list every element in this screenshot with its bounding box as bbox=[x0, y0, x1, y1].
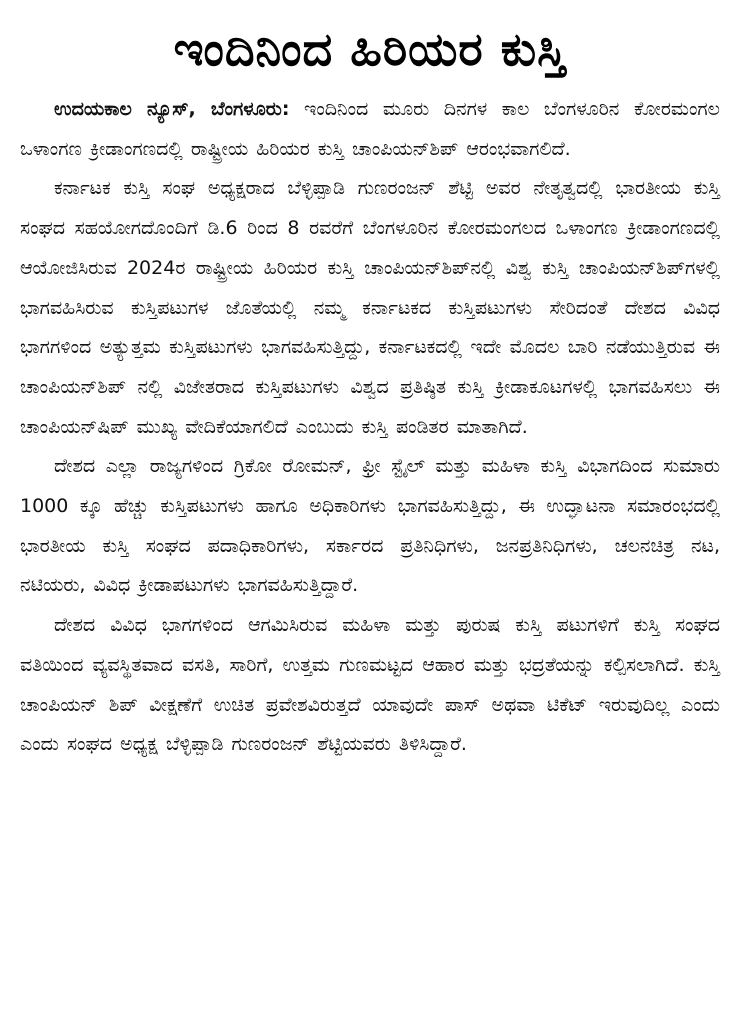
dateline: ಉದಯಕಾಲ ನ್ಯೂಸ್, ಬೆಂಗಳೂರು: bbox=[54, 98, 290, 120]
paragraph-1-text: ಇಂದಿನಿಂದ ಮೂರು ದಿನಗಳ ಕಾಲ ಬೆಂಗಳೂರಿನ ಕೋರಮಂಗಲ ಒಳಾಂಗಣ ಕ್ರೀಡಾಂಗಣದಲ್ಲಿ ರಾಷ್ಟ್ರೀಯ ಹಿರಿಯರ ಕುಸ್ತಿ ಚಾಂಪಿಯನ್‌ಶಿಪ್ ಆರಂಭವಾಗಲಿದೆ. bbox=[20, 98, 720, 160]
article-body bbox=[20, 90, 720, 765]
article-paragraph-3: ದೇಶದ ಎಲ್ಲಾ ರಾಜ್ಯಗಳಿಂದ ಗ್ರಿಕೋ ರೋಮನ್, ಫ್ರೀ ಸ್ಟೈಲ್ ಮತ್ತು ಮಹಿಳಾ ಕುಸ್ತಿ ವಿಭಾಗದಿಂದ ಸುಮಾರು 1000 ಕ್ಕೂ ಹೆಚ್ಚು ಕುಸ್ತಿಪಟುಗಳು ಹಾಗೂ ಅಧಿಕಾರಿಗಳು ಭಾಗವಹಿಸುತ್ತಿದ್ದು, ಈ ಉದ್ಘಾಟನಾ ಸಮಾರಂಭದಲ್ಲಿ ಭಾರತೀಯ ಕುಸ್ತಿ ಸಂಘದ ಪದಾಧಿಕಾರಿಗಳು, ಸರ್ಕಾರದ ಪ್ರತಿನಿಧಿಗಳು, ಜನಪ್ರತಿನಿಧಿಗಳು, ಚಲನಚಿತ್ರ ನಟ, ನಟಿಯರು, ವಿವಿಧ ಕ್ರೀಡಾಪಟುಗಳು ಭಾಗವಹಿಸುತ್ತಿದ್ದಾರೆ. bbox=[20, 455, 720, 597]
article-paragraph-2: ಕರ್ನಾಟಕ ಕುಸ್ತಿ ಸಂಘ ಅಧ್ಯಕ್ಷರಾದ ಬೆಳ್ಳಿಪ್ಪಾಡಿ ಗುಣರಂಜನ್ ಶೆಟ್ಟಿ ಅವರ ನೇತೃತ್ವದಲ್ಲಿ ಭಾರತೀಯ ಕುಸ್ತಿ ಸಂಘದ ಸಹಯೋಗದೊಂದಿಗೆ ಡಿ.6 ರಿಂದ 8 ರವರೆಗೆ ಬೆಂಗಳೂರಿನ ಕೋರಮಂಗಲದ ಒಳಾಂಗಣ ಕ್ರೀಡಾಂಗಣದಲ್ಲಿ ಆಯೋಜಿಸಿರುವ 2024ರ ರಾಷ್ಟ್ರೀಯ ಹಿರಿಯರ ಕುಸ್ತಿ ಚಾಂಪಿಯನ್‌ಶಿಪ್‌ನಲ್ಲಿ ವಿಶ್ವ ಕುಸ್ತಿ ಚಾಂಪಿಯನ್‌ಶಿಪ್‌ಗಳಲ್ಲಿ ಭಾಗವಹಿಸಿರುವ ಕುಸ್ತಿಪಟುಗಳ ಜೊತೆಯಲ್ಲಿ ನಮ್ಮ ಕರ್ನಾಟಕದ ಕುಸ್ತಿಪಟುಗಳು ಸೇರಿದಂತೆ ದೇಶದ ವಿವಿಧ ಭಾಗಗಳಿಂದ ಅತ್ಯುತ್ತಮ ಕುಸ್ತಿಪಟುಗಳು ಭಾಗವಹಿಸುತ್ತಿದ್ದು, ಕರ್ನಾಟಕದಲ್ಲಿ ಇದೇ ಮೊದಲ ಬಾರಿ ನಡೆಯುತ್ತಿರುವ ಈ ಚಾಂಪಿಯನ್‌ಶಿಪ್ ನಲ್ಲಿ ವಿಜೇತರಾದ ಕುಸ್ತಿಪಟುಗಳು ವಿಶ್ವದ ಪ್ರತಿಷ್ಠಿತ ಕುಸ್ತಿ ಕ್ರೀಡಾಕೂಟಗಳಲ್ಲಿ ಭಾಗವಹಿಸಲು ಈ ಚಾಂಪಿಯನ್‌ಷಿಪ್ ಮುಖ್ಯ ವೇದಿಕೆಯಾಗಲಿದೆ ಎಂಬುದು ಕುಸ್ತಿ ಪಂಡಿತರ ಮಾತಾಗಿದೆ. bbox=[20, 177, 720, 438]
headline: ಇಂದಿನಿಂದ ಹಿರಿಯರ ಕುಸ್ತಿ bbox=[173, 22, 567, 76]
article-paragraph-4: ದೇಶದ ವಿವಿಧ ಭಾಗಗಳಿಂದ ಆಗಮಿಸಿರುವ ಮಹಿಳಾ ಮತ್ತು ಪುರುಷ ಕುಸ್ತಿ ಪಟುಗಳಿಗೆ ಕುಸ್ತಿ ಸಂಘದ ವತಿಯಿಂದ ವ್ಯವಸ್ಥಿತವಾದ ವಸತಿ, ಸಾರಿಗೆ, ಉತ್ತಮ ಗುಣಮಟ್ಟದ ಆಹಾರ ಮತ್ತು ಭದ್ರತೆಯನ್ನು ಕಲ್ಪಿಸಲಾಗಿದೆ. ಕುಸ್ತಿ ಚಾಂಪಿಯನ್ ಶಿಪ್ ವೀಕ್ಷಣೆಗೆ ಉಚಿತ ಪ್ರವೇಶವಿರುತ್ತದೆ ಯಾವುದೇ ಪಾಸ್ ಅಥವಾ ಟಿಕೆಟ್ ಇರುವುದಿಲ್ಲ ಎಂದು ಎಂದು ಸಂಘದ ಅಧ್ಯಕ್ಷ ಬೆಳ್ಳಿಪ್ಪಾಡಿ ಗುಣರಂಜನ್ ಶೆಟ್ಟಿಯವರು ತಿಳಿಸಿದ್ದಾರೆ. bbox=[20, 614, 720, 756]
article-paragraph-1 bbox=[20, 90, 720, 169]
